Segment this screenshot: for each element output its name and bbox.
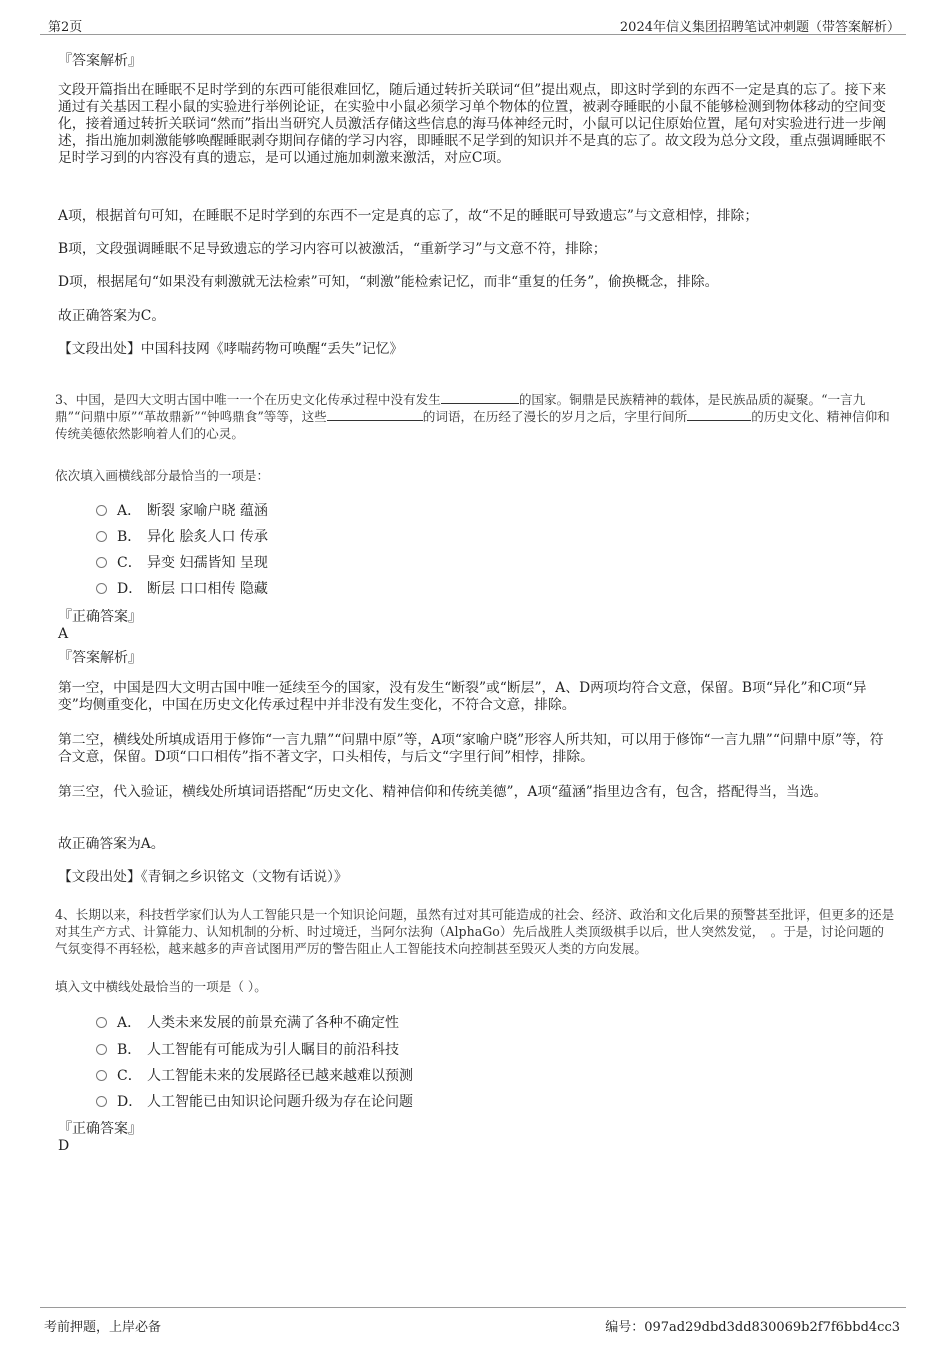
q2-analysis-paragraph: A项，根据首句可知，在睡眠不足时学到的东西不一定是真的忘了，故“不足的睡眠可导致遗忘”与文意相悖，排除；: [58, 208, 759, 224]
q3-option-d[interactable]: D． 断层 口口相传 隐藏: [96, 578, 268, 598]
radio-button-icon[interactable]: [96, 1044, 107, 1055]
radio-button-icon[interactable]: [96, 583, 107, 594]
q3-conclusion: 故正确答案为A。: [58, 836, 165, 852]
radio-button-icon[interactable]: [96, 1096, 107, 1107]
q3-option-a[interactable]: A． 断裂 家喻户晓 蕴涵: [96, 500, 268, 520]
blank-line: [441, 391, 519, 404]
q3-option-b[interactable]: B． 异化 脍炙人口 传承: [96, 526, 268, 546]
q4-option-b[interactable]: B． 人工智能有可能成为引人瞩目的前沿科技: [96, 1039, 399, 1059]
radio-button-icon[interactable]: [96, 557, 107, 568]
q3-option-c[interactable]: C． 异变 妇孺皆知 呈现: [96, 552, 268, 572]
blank-line: [687, 408, 751, 421]
q2-analysis-paragraph: 文段开篇指出在睡眠不足时学到的东西可能很难回忆，随后通过转折关联词“但”提出观点，即这时学到的东西不一定是真的忘了。接下来通过有关基因工程小鼠的实验进行举例论证，在实验中小鼠必须学习单个物体的位置，被剥夺睡眠的小鼠不能够检测到物体移动的空间变化，接着通过转折关联词“然而”指出当研究人员激活存储这些信息的海马体神经元时，小鼠可以记住原始位置，尾句对实验进行进一步阐述，指出施加刺激能够唤醒睡眠剥夺期间存储的学习内容，即睡眠不足学到的知识并不是真的忘了。故文段为总分文段，重点强调睡眠不足时学习到的内容没有真的遗忘，是可以通过施加刺激来激活，对应C项。: [58, 82, 887, 166]
footer-slogan: 考前押题，上岸必备: [44, 1320, 162, 1335]
q3-answer: A: [58, 626, 69, 642]
q4-answer-label: 『正确答案』: [58, 1121, 142, 1137]
q3-analysis-paragraph: 第二空，横线处所填成语用于修饰“一言九鼎”“问鼎中原”等，A项“家喻户晓”形容人所共知，可以用于修饰“一言九鼎”“问鼎中原”等，符合文意，保留。D项“口口相传”指不著文字，口头相传，与后文“字里行间”相悖，排除。: [58, 732, 884, 765]
q3-stem: 3、中国，是四大文明古国中唯一一个在历史文化传承过程中没有发生 的国家。铜鼎是民族精神的载体，是民族品质的凝聚。“一言九鼎”“问鼎中原”“革故鼎新”“钟鸣鼎食”等等，这些 的词语，在历经了漫长的岁月之后，字里行间所 的历史文化、精神信仰和传统美德依然影响着人们的心灵。: [55, 392, 890, 441]
document-id: 编号：097ad29dbd3dd830069b2f7f6bbd4cc3: [605, 1320, 900, 1335]
q4-option-c[interactable]: C． 人工智能未来的发展路径已越来越难以预测: [96, 1065, 413, 1085]
radio-button-icon[interactable]: [96, 1070, 107, 1081]
blank-line: [327, 408, 423, 421]
q3-analysis-paragraph: 第三空，代入验证，横线处所填词语搭配“历史文化、精神信仰和传统美德”，A项“蕴涵”指里边含有，包含，搭配得当，当选。: [58, 784, 828, 800]
q3-analysis-label: 『答案解析』: [58, 650, 142, 666]
q2-conclusion: 故正确答案为C。: [58, 308, 166, 324]
q4-option-a[interactable]: A． 人类未来发展的前景充满了各种不确定性: [96, 1012, 399, 1032]
q2-analysis-paragraph: D项，根据尾句“如果没有刺激就无法检索”可知，“刺激”能检索记忆，而非“重复的任务”，偷换概念，排除。: [58, 274, 719, 290]
page-header: [40, 14, 906, 35]
radio-button-icon[interactable]: [96, 1017, 107, 1028]
q4-option-d[interactable]: D． 人工智能已由知识论问题升级为存在论问题: [96, 1091, 413, 1111]
q2-source: 【文段出处】中国科技网《哮喘药物可唤醒“丢失”记忆》: [58, 341, 404, 357]
q3-analysis-paragraph: 第一空，中国是四大文明古国中唯一延续至今的国家，没有发生“断裂”或“断层”，A、D两项均符合文意，保留。B项“异化”和C项“异变”均侧重变化，中国在历史文化传承过程中并非没有发生变化，不符合文意，排除。: [58, 680, 867, 713]
q2-analysis-label: 『答案解析』: [58, 53, 142, 69]
page-number: 第2页: [48, 20, 83, 35]
page-footer: [40, 1307, 906, 1335]
q3-answer-label: 『正确答案』: [58, 609, 142, 625]
q4-prompt: 填入文中横线处最恰当的一项是（ ）。: [55, 979, 267, 994]
q4-answer: D: [58, 1138, 70, 1154]
radio-button-icon[interactable]: [96, 531, 107, 542]
q3-source: 【文段出处】《青铜之乡识铭文（文物有话说）》: [58, 869, 348, 885]
q4-stem: 4、长期以来，科技哲学家们认为人工智能只是一个知识论问题，虽然有过对其可能造成的社会、经济、政治和文化后果的预警甚至批评，但更多的还是对其生产方式、计算能力、认知机制的分析、时过境迁，当阿尔法狗（AlphaGo）先后战胜人类顶级棋手以后，世人突然发觉， 。于是，讨论问题的气氛变得不再轻松，越来越多的声音试图用严厉的警告阻止人工智能技术向控制甚至毁灭人类的方向发展。: [55, 907, 895, 956]
q2-analysis-paragraph: B项，文段强调睡眠不足导致遗忘的学习内容可以被激活，“重新学习”与文意不符，排除；: [58, 241, 607, 257]
q3-prompt: 依次填入画横线部分最恰当的一项是：: [55, 468, 270, 483]
radio-button-icon[interactable]: [96, 505, 107, 516]
document-title: 2024年信义集团招聘笔试冲刺题（带答案解析）: [619, 20, 900, 35]
